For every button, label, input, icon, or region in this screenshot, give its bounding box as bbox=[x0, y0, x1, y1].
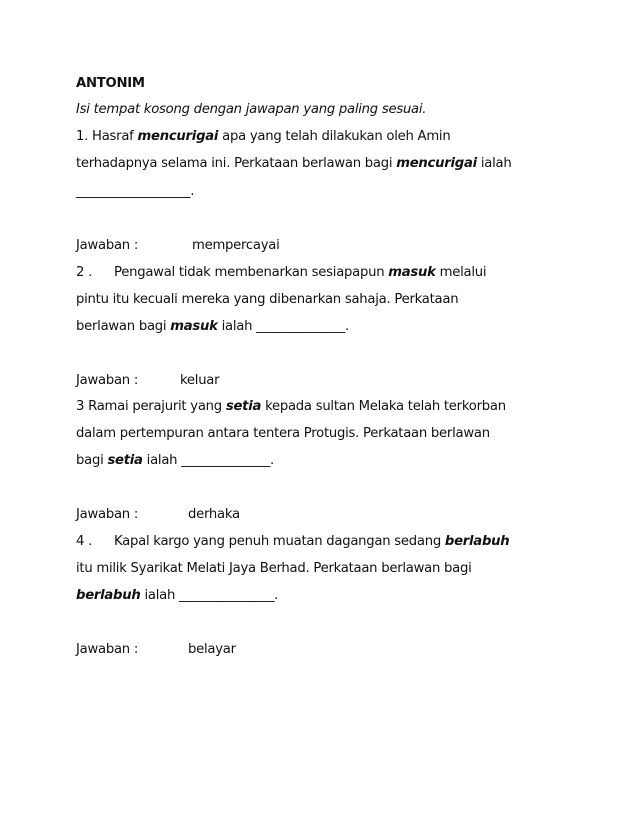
question-1-line-1: 1. Hasraf mencurigai apa yang telah dilakukan oleh Amin bbox=[76, 129, 451, 144]
keyword: masuk bbox=[388, 265, 436, 280]
answer-label: Jawaban : bbox=[76, 238, 139, 253]
instruction: Isi tempat kosong dengan jawapan yang paling sesuai. bbox=[76, 102, 427, 117]
answer-label: Jawaban : bbox=[76, 642, 139, 657]
answer-4 bbox=[76, 640, 236, 660]
answer-label: Jawaban : bbox=[76, 373, 139, 388]
question-1-line-2: terhadapnya selama ini. Perkataan berlawan bagi mencurigai ialah bbox=[76, 156, 512, 171]
keyword: masuk bbox=[170, 319, 218, 334]
keyword: setia bbox=[107, 453, 143, 468]
answer-value: belayar bbox=[188, 642, 236, 657]
answer-value: keluar bbox=[180, 373, 220, 388]
question-1-blank: __________________. bbox=[76, 184, 195, 199]
question-2-line-1: 2 . Pengawal tidak membenarkan sesiapapun masuk melalui bbox=[76, 263, 486, 283]
keyword: berlabuh bbox=[76, 588, 141, 603]
question-number: 4 . bbox=[76, 534, 93, 549]
keyword: berlabuh bbox=[444, 534, 510, 549]
question-3-line-1: 3 Ramai perajurit yang setia kepada sultan Melaka telah terkorban bbox=[76, 399, 506, 414]
keyword: mencurigai bbox=[137, 129, 219, 144]
question-4-line-3: berlabuh ialah _______________. bbox=[76, 588, 279, 603]
answer-value: mempercayai bbox=[192, 238, 280, 253]
question-number: 1. bbox=[76, 129, 89, 144]
worksheet-title: ANTONIM bbox=[76, 76, 145, 91]
question-2-line-3: berlawan bagi masuk ialah ______________. bbox=[76, 319, 349, 334]
question-3-line-2: dalam pertempuran antara tentera Protugis. Perkataan berlawan bbox=[76, 426, 490, 441]
question-4-line-2: itu milik Syarikat Melati Jaya Berhad. Perkataan berlawan bagi bbox=[76, 561, 472, 576]
question-4-line-1: 4 . Kapal kargo yang penuh muatan dagangan sedang berlabuh bbox=[76, 532, 509, 552]
answer-1 bbox=[76, 236, 280, 256]
question-number: 3 bbox=[76, 399, 85, 414]
keyword: setia bbox=[225, 399, 262, 414]
question-2-line-2: pintu itu kecuali mereka yang dibenarkan sahaja. Perkataan bbox=[76, 292, 459, 307]
keyword: mencurigai bbox=[396, 156, 477, 171]
question-3-line-3: bagi setia ialah ______________. bbox=[76, 453, 274, 468]
question-number: 2 . bbox=[76, 265, 93, 280]
answer-2 bbox=[76, 371, 219, 391]
answer-3 bbox=[76, 505, 240, 525]
answer-label: Jawaban : bbox=[76, 507, 139, 522]
answer-value: derhaka bbox=[188, 507, 240, 522]
